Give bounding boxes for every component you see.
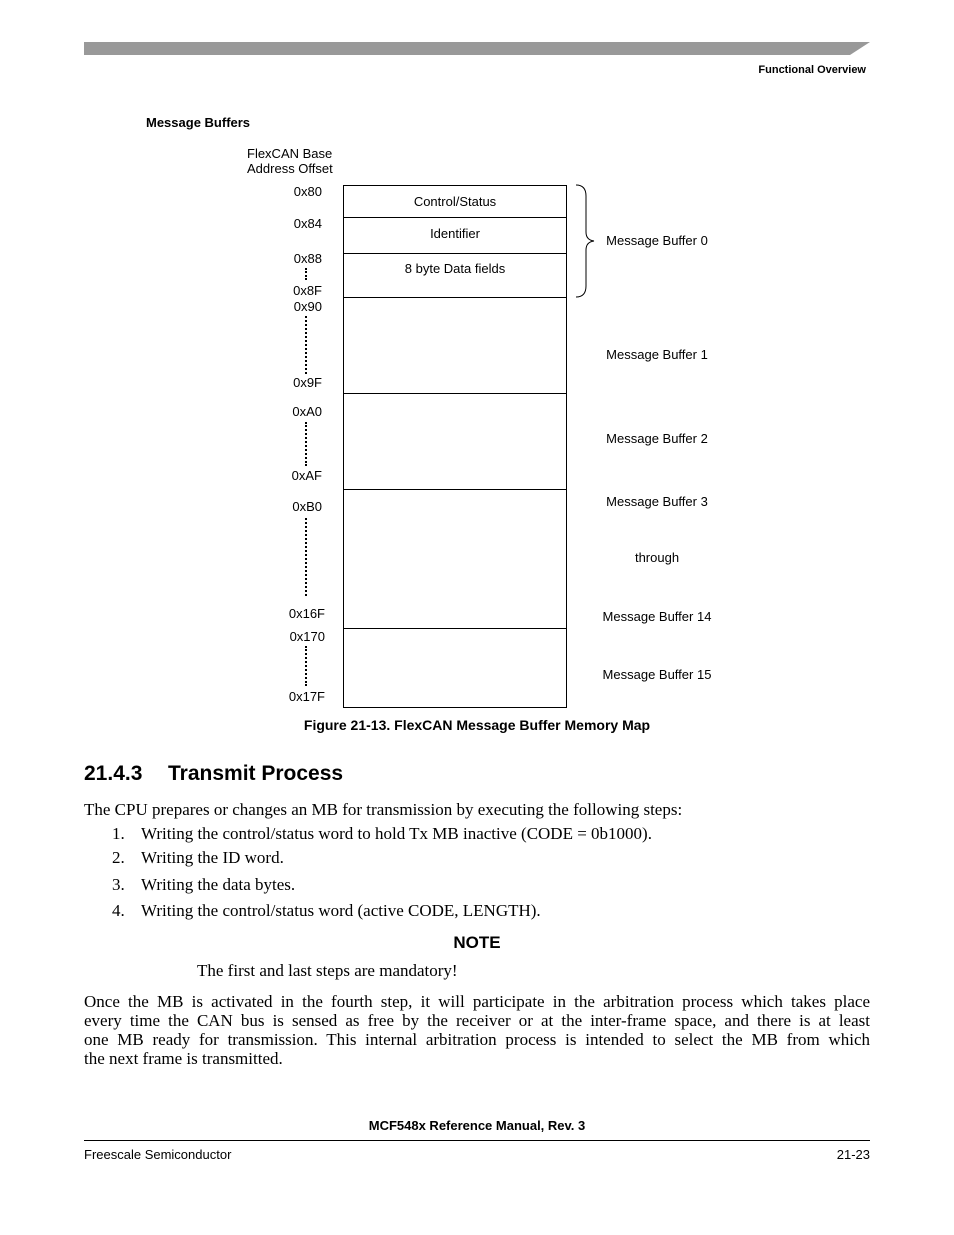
- offset-label: 0x9F: [293, 375, 322, 390]
- footer-company: Freescale Semiconductor: [84, 1147, 232, 1162]
- note-text: The first and last steps are mandatory!: [197, 961, 458, 980]
- running-header: Functional Overview: [758, 64, 866, 76]
- offset-label: 0xB0: [292, 499, 322, 514]
- mb-label: Message Buffer 14: [602, 609, 712, 624]
- paragraph-line: one MB ready for transmission. This internal arbitration process is intended to select the MB from which: [84, 1030, 870, 1049]
- mb3-14-cell: [343, 489, 567, 629]
- step-text: Writing the ID word.: [141, 848, 284, 867]
- offset-label: 0x16F: [288, 606, 325, 621]
- mb-label: Message Buffer 0: [606, 233, 708, 248]
- figure-caption: Figure 21-13. FlexCAN Message Buffer Memory Map: [303, 717, 651, 733]
- continuation-dots: [305, 646, 310, 686]
- intro-paragraph: The CPU prepares or changes an MB for transmission by executing the following steps:: [84, 800, 683, 819]
- footer-manual-title: MCF548x Reference Manual, Rev. 3: [368, 1118, 586, 1133]
- continuation-dots: [305, 422, 310, 466]
- mb0-field-label: 8 byte Data fields: [404, 261, 506, 276]
- step-text: Writing the data bytes.: [141, 875, 296, 894]
- figure-section-label: Message Buffers: [146, 115, 251, 130]
- mb-label: Message Buffer 15: [602, 667, 712, 682]
- continuation-dots: [305, 268, 310, 280]
- paragraph-line: the next frame is transmitted.: [84, 1049, 283, 1068]
- step-number: 4.: [112, 901, 125, 920]
- offset-label: 0x8F: [293, 283, 322, 298]
- offset-label: 0x170: [289, 629, 325, 644]
- step-number: 1.: [112, 824, 125, 843]
- offset-label: 0x80: [293, 184, 322, 199]
- mb-label: through: [634, 550, 680, 565]
- continuation-dots: [305, 316, 310, 374]
- header-bar: [84, 42, 870, 55]
- section-title: Transmit Process: [168, 762, 344, 785]
- mb-label: Message Buffer 3: [606, 494, 708, 509]
- paragraph-line: every time the CAN bus is sensed as free by the receiver or at the inter-frame space, and there is at least: [84, 1011, 870, 1030]
- offset-header-line1: FlexCAN Base: [247, 146, 333, 161]
- mb0-field-label: Control/Status: [413, 194, 497, 209]
- footer-rule: [84, 1140, 870, 1141]
- offset-label: 0xAF: [291, 468, 322, 483]
- mb-label: Message Buffer 2: [606, 431, 708, 446]
- offset-label: 0x84: [293, 216, 322, 231]
- step-text: Writing the control/status word (active CODE, LENGTH).: [141, 901, 541, 920]
- mb15-cell: [343, 628, 567, 708]
- step-number: 3.: [112, 875, 125, 894]
- offset-label: 0x90: [293, 299, 322, 314]
- offset-label: 0x88: [293, 251, 322, 266]
- continuation-dots: [305, 518, 310, 596]
- offset-label: 0x17F: [288, 689, 325, 704]
- step-number: 2.: [112, 848, 125, 867]
- section-number: 21.4.3: [84, 762, 143, 785]
- note-title: NOTE: [453, 933, 501, 952]
- paragraph-line: Once the MB is activated in the fourth step, it will participate in the arbitration process which takes place: [84, 992, 870, 1011]
- step-text: Writing the control/status word to hold Tx MB inactive (CODE = 0b1000).: [141, 824, 652, 843]
- offset-header-line2: Address Offset: [247, 161, 333, 176]
- mb2-cell: [343, 393, 567, 490]
- offset-label: 0xA0: [292, 404, 322, 419]
- page-number: 21-23: [836, 1147, 870, 1162]
- mb0-field-label: Identifier: [430, 226, 480, 241]
- mb-label: Message Buffer 1: [606, 347, 708, 362]
- mb1-cell: [343, 297, 567, 394]
